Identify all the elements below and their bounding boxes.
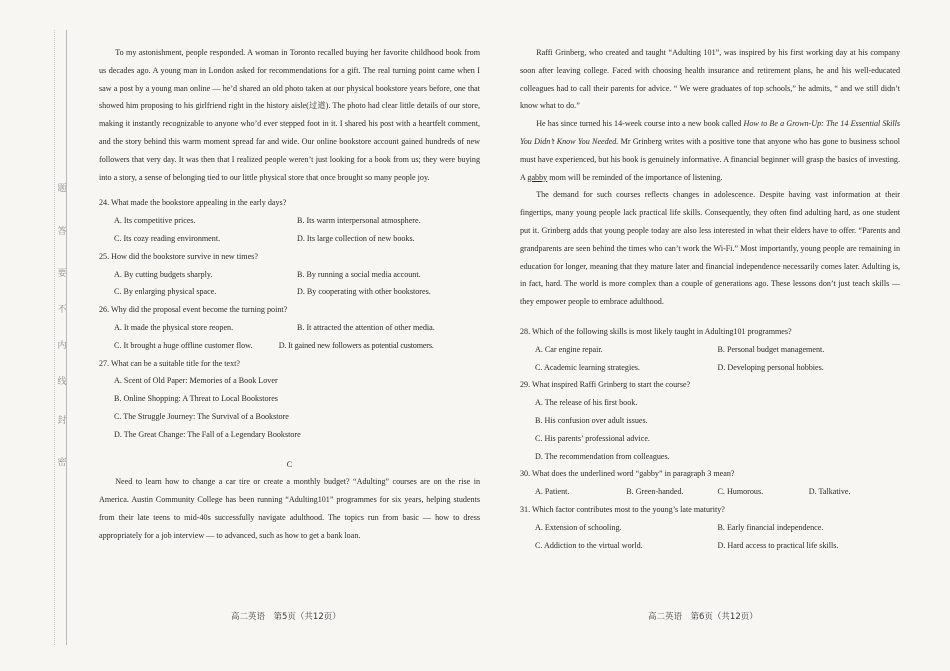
binding-label: 题 (57, 184, 67, 194)
question-stem: 30. What does the underlined word “gabby” in paragraph 3 mean? (520, 469, 735, 479)
answer-option[interactable]: B. By running a social media account. (297, 269, 421, 279)
answer-option[interactable]: A. The release of his first book. (535, 398, 638, 408)
section-c-heading: C (286, 459, 293, 469)
answer-option[interactable]: C. The Struggle Journey: The Survival of a Bookstore (114, 411, 289, 421)
binding-label: 答 (57, 227, 67, 237)
answer-option[interactable]: B. Online Shopping: A Threat to Local Bookstores (114, 394, 278, 404)
answer-option[interactable]: D. Its large collection of new books. (297, 233, 415, 243)
paragraph-text: Mr Grinberg writes with a positive tone that anyone who has gone to business school must have experienced, but his book is genuinely informative. A financial beginner will grasp the basics of investing. A (520, 136, 901, 182)
binding-label: 内 (57, 341, 67, 351)
question-25 (99, 248, 480, 301)
answer-option[interactable]: C. By enlarging physical space. (114, 287, 217, 297)
question-31 (520, 501, 900, 554)
question-28 (520, 323, 900, 376)
book-title: How to Be a Grown-Up: The 14 Essential Skills You Didn’t Know You Needed. (520, 119, 900, 146)
answer-option[interactable]: D. Talkative. (808, 487, 851, 497)
left-column (99, 44, 480, 545)
answer-option[interactable]: A. Its competitive prices. (114, 216, 196, 226)
answer-option[interactable]: B. Personal budget management. (717, 344, 825, 354)
passage-c-paragraph: Need to learn how to change a car tire or create a monthly budget? “Adulting” courses are on the rise in America. Austin Community College has been running “Adulting101” programmes for six years, helping students from their late teens to mid-40s successfully navigate adulthood. The topics run from basic — how to dress appropriately for a job interview — to advanced, such as how to get a bank loan. (99, 477, 480, 540)
question-27 (99, 355, 480, 444)
passage-c-paragraph-3 (520, 115, 900, 186)
question-29 (520, 376, 900, 465)
answer-option[interactable]: D. By cooperating with other bookstores. (297, 287, 431, 297)
answer-option[interactable]: D. It gained new followers as potential customers. (278, 340, 434, 350)
question-24 (99, 194, 480, 247)
answer-option[interactable]: C. Academic learning strategies. (535, 362, 640, 372)
answer-option[interactable]: C. It brought a huge offline customer flow. (114, 340, 253, 350)
answer-option[interactable]: B. Its warm interpersonal atmosphere. (297, 216, 421, 226)
answer-option[interactable]: D. The Great Change: The Fall of a Legendary Bookstore (114, 429, 301, 439)
answer-option[interactable]: A. Car engine repair. (535, 344, 603, 354)
binding-label: 不 (57, 305, 67, 315)
answer-option[interactable]: B. It attracted the attention of other media. (297, 322, 435, 332)
question-stem: 26. Why did the proposal event become the turning point? (99, 305, 288, 315)
answer-option[interactable]: C. His parents’ professional advice. (535, 433, 650, 443)
answer-option[interactable]: A. By cutting budgets sharply. (114, 269, 213, 279)
question-stem: 27. What can be a suitable title for the text? (99, 358, 240, 368)
answer-option[interactable]: B. Green-handed. (626, 487, 684, 497)
binding-dotted-line (54, 30, 55, 645)
passage-c-paragraph-2: Raffi Grinberg, who created and taught “Adulting 101”, was inspired by his first working day at his company soon after leaving college. Faced with choosing health insurance and retirement plans, he and his well-educated colleagues had to call their parents for advice. “ We were graduates of top schools,” he admits, “ and we still didn’t know what to do.” (520, 48, 900, 111)
binding-label: 密 (57, 458, 67, 468)
answer-option[interactable]: D. Developing personal hobbies. (717, 362, 824, 372)
question-stem: 28. Which of the following skills is most likely taught in Adulting101 programmes? (520, 326, 792, 336)
answer-option[interactable]: B. His confusion over adult issues. (535, 415, 648, 425)
answer-option[interactable]: D. The recommendation from colleagues. (535, 451, 670, 461)
answer-option[interactable]: A. Extension of schooling. (535, 522, 622, 532)
binding-label: 要 (57, 269, 67, 279)
answer-option[interactable]: C. Addiction to the virtual world. (535, 540, 643, 550)
question-26 (99, 301, 480, 354)
answer-option[interactable]: D. Hard access to practical life skills. (717, 540, 839, 550)
passage-b-paragraph: To my astonishment, people responded. A woman in Toronto recalled buying her favorite childhood book from us decades ago. A young man in London asked for recommendations for a gift. The real turning point came when I saw a post by a young man online — he’d shared an old photo taken at our physical bookstore years before, one that showed him proposing to his girlfriend right in the history aisle(过道). The photo had clear little details of our store, making it instantly recognizable to anyone who’d ever stepped foot in it. I shared his post with a heartfelt comment, and the story behind this warm moment spread far and wide. Our online bookstore account gained hundreds of new followers that very day. It was then that I realized people weren’t just looking for a book from us; they were buying into a story, a sense of belonging tied to our little physical store that once brought so many people joy. (99, 48, 480, 182)
passage-c-paragraph-4: The demand for such courses reflects changes in adolescence. Despite having vast information at their fingertips, many young people lack practical life skills. Consequently, they often find adulting hard, as one student put it. Grinberg adds that young people today are also less interested in what their elders have to offer. “Parents and grandparents are seen behind the times who can’t work the Wi-Fi.” Most importantly, young people are remaining in education for longer, meaning that they mature later and financial independence necessarily comes later. Adulting is, in fact, hard. The world is more complex than a couple of generations ago. These lessons don’t just teach skills — they empower people to embrace adulthood. (520, 190, 900, 307)
answer-option[interactable]: A. It made the physical store reopen. (114, 322, 234, 332)
paragraph-text: He has since turned his 14-week course into a new book called (536, 119, 744, 129)
question-stem: 25. How did the bookstore survive in new times? (99, 251, 258, 261)
binding-label: 封 (57, 416, 67, 426)
answer-option[interactable]: A. Patient. (535, 487, 570, 497)
page-footer-left: 高二英语 第5页（共12页） (231, 612, 341, 622)
question-stem: 29. What inspired Raffi Grinberg to start the course? (520, 380, 691, 390)
underlined-word: gabby (527, 172, 548, 182)
right-column (520, 44, 900, 554)
answer-option[interactable]: B. Early financial independence. (717, 522, 824, 532)
question-30 (520, 465, 900, 501)
answer-option[interactable]: C. Its cozy reading environment. (114, 233, 221, 243)
paragraph-text: mom will be reminded of the importance of listening. (547, 172, 723, 182)
binding-label: 线 (57, 377, 67, 387)
answer-option[interactable]: A. Scent of Old Paper: Memories of a Book Lover (114, 376, 278, 386)
question-stem: 31. Which factor contributes most to the young’s late maturity? (520, 504, 725, 514)
page-footer-right: 高二英语 第6页（共12页） (648, 612, 758, 622)
question-stem: 24. What made the bookstore appealing in the early days? (99, 198, 287, 208)
answer-option[interactable]: C. Humorous. (717, 487, 764, 497)
